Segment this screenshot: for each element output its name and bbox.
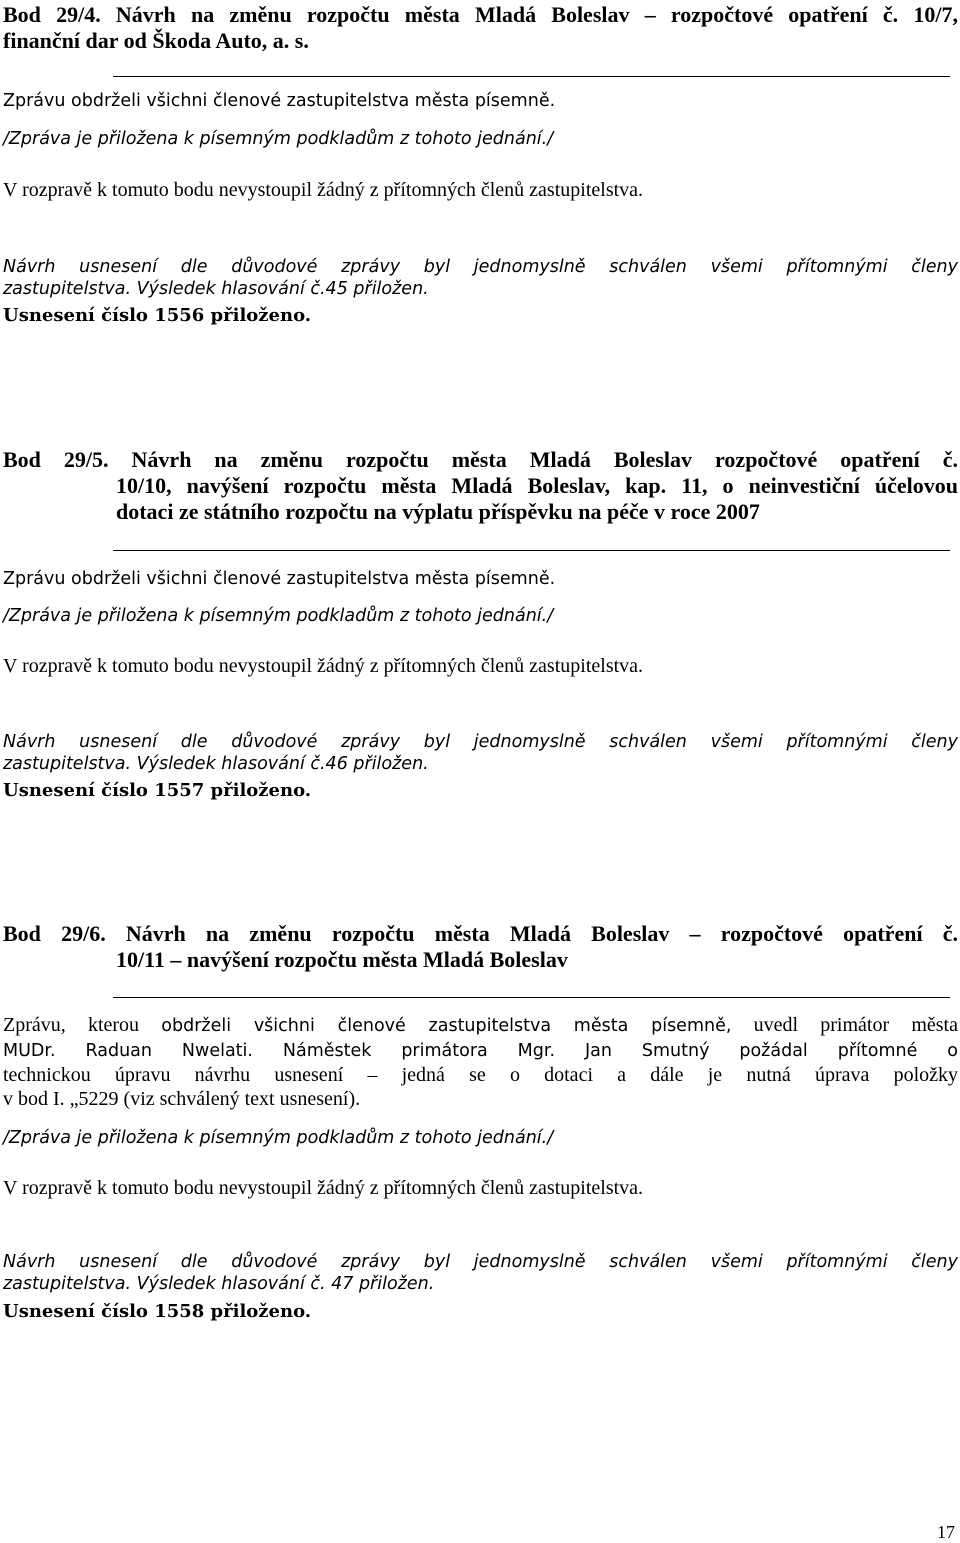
resolution-note: Usnesení číslo 1558 přiloženo. (3, 1301, 312, 1322)
attachment-note: /Zpráva je přiložena k písemným podkladům z tohoto jednání./ (3, 129, 554, 149)
heading-line: Bod 29/6. Návrh na změnu rozpočtu města Mladá Boleslav – rozpočtové opatření č. (3, 921, 958, 946)
proposal-note (3, 1251, 958, 1295)
heading-line: dotaci ze státního rozpočtu na výplatu příspěvku na péče v roce 2007 (116, 499, 760, 524)
proposal-line: Návrh usnesení dle důvodové zprávy byl jednomyslně schválen všemi přítomnými členy (3, 1252, 958, 1272)
heading-underline (113, 997, 950, 998)
page-number: 17 (937, 1522, 955, 1542)
report-line: v bod I. „5229 (viz schválený text usnesení). (3, 1088, 361, 1110)
report-text: Zprávu, kterou (3, 1014, 162, 1036)
heading-line: 10/10, navýšení rozpočtu města Mladá Boleslav, kap. 11, o neinvestiční účelovou (116, 473, 958, 498)
proposal-line: Návrh usnesení dle důvodové zprávy byl jednomyslně schválen všemi přítomnými členy (3, 732, 958, 752)
heading-underline (113, 550, 950, 551)
report-text: obdrželi všichni členové zastupitelstva města písemně, (161, 1016, 732, 1036)
debate-note: V rozpravě k tomuto bodu nevystoupil žádný z přítomných členů zastupitelstva. (3, 179, 644, 201)
resolution-note: Usnesení číslo 1557 přiloženo. (3, 780, 312, 801)
report-line (3, 1013, 958, 1039)
proposal-line: Návrh usnesení dle důvodové zprávy byl jednomyslně schválen všemi přítomnými členy (3, 257, 958, 277)
proposal-note (3, 256, 958, 300)
proposal-line: zastupitelstva. Výsledek hlasování č.45 přiložen. (3, 279, 429, 299)
section-heading (3, 921, 958, 973)
proposal-note (3, 731, 958, 775)
section-heading (3, 2, 958, 54)
proposal-line: zastupitelstva. Výsledek hlasování č. 47 přiložen. (3, 1274, 435, 1294)
heading-line: Bod 29/5. Návrh na změnu rozpočtu města Mladá Boleslav rozpočtové opatření č. (3, 447, 958, 472)
attachment-note: /Zpráva je přiložena k písemným podkladům z tohoto jednání./ (3, 606, 554, 626)
debate-note: V rozpravě k tomuto bodu nevystoupil žádný z přítomných členů zastupitelstva. (3, 655, 644, 677)
heading-line: finanční dar od Škoda Auto, a. s. (3, 28, 309, 53)
proposal-line: zastupitelstva. Výsledek hlasování č.46 přiložen. (3, 754, 429, 774)
heading-line: 10/11 – navýšení rozpočtu města Mladá Boleslav (116, 947, 568, 972)
received-note: Zprávu obdrželi všichni členové zastupitelstva města písemně. (3, 91, 556, 111)
heading-line: Bod 29/4. Návrh na změnu rozpočtu města Mladá Boleslav – rozpočtové opatření č. 10/7, (3, 2, 958, 27)
heading-underline (113, 76, 950, 77)
attachment-note: /Zpráva je přiložena k písemným podkladům z tohoto jednání./ (3, 1128, 554, 1148)
debate-note: V rozpravě k tomuto bodu nevystoupil žádný z přítomných členů zastupitelstva. (3, 1177, 644, 1199)
section-heading (3, 447, 958, 525)
report-paragraph (3, 1013, 958, 1111)
report-line: MUDr. Raduan Nwelati. Náměstek primátora Mgr. Jan Smutný požádal přítomné o (3, 1041, 958, 1061)
report-line: technickou úpravu návrhu usnesení – jedná se o dotaci a dále je nutná úprava položky (3, 1064, 958, 1086)
report-text: uvedl primátor města (731, 1014, 958, 1036)
resolution-note: Usnesení číslo 1556 přiloženo. (3, 305, 312, 326)
received-note: Zprávu obdrželi všichni členové zastupitelstva města písemně. (3, 569, 556, 589)
